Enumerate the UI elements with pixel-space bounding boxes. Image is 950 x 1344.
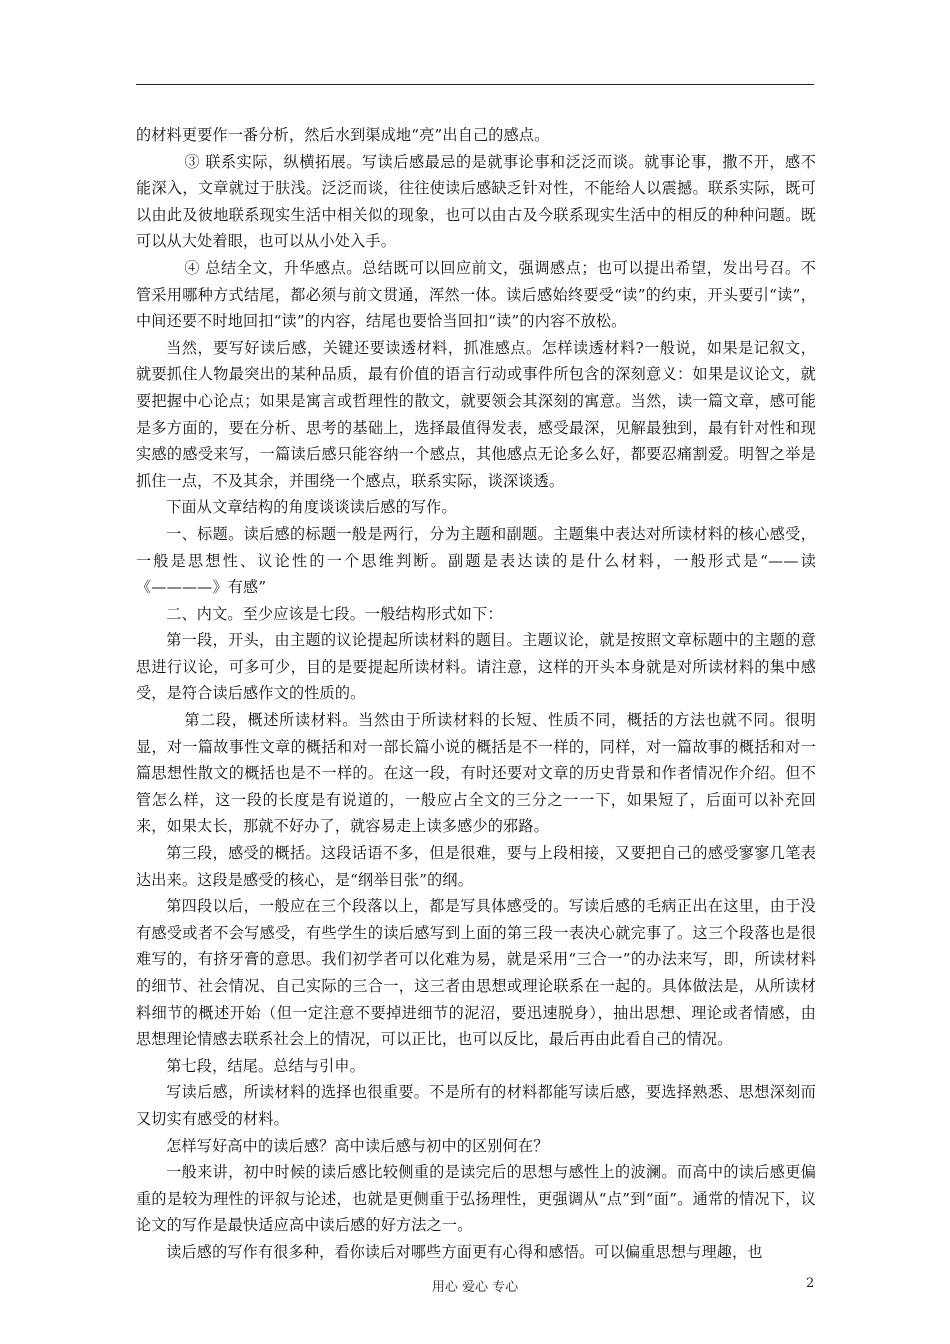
header-rule	[136, 84, 814, 85]
paragraph: 一般来讲，初中时候的读后感比较侧重的是读完后的思想与感性上的波澜。而高中的读后感更偏重的是较为理性的评叙与论述，也就是更侧重于弘扬理性，更强调从“点”到“面”。通常的情况下，议论文的写作是最快适应高中读后感的好方法之一。	[136, 1163, 816, 1235]
paragraph: 当然，要写好读后感，关键还要读透材料，抓准感点。怎样读透材料?一般说，如果是记叙文，就要抓住人物最突出的某种品质，最有价值的语言行动或事件所包含的深刻意义：如果是议论文，就要把握中心论点；如果是寓言或哲理性的散文，就要领会其深刻的寓意。当然，读一篇文章，感可能是多方面的，要在分析、思考的基础上，选择最值得发表，感受最深，见解最独到，最有针对性和现实感的感受来写，一篇读后感只能容纳一个感点，其他感点无论多么好，都要忍痛割爱。明智之举是抓住一点，不及其余，并围绕一个感点，联系实际，谈深谈透。	[136, 338, 816, 490]
paragraph: 第一段，开头，由主题的议论提起所读材料的题目。主题议论，就是按照文章标题中的主题的意思进行议论，可多可少，目的是要提起所读材料。请注意，这样的开头本身就是对所读材料的集中感受，是符合读后感作文的性质的。	[136, 631, 816, 703]
paragraph: 一、标题。读后感的标题一般是两行，分为主题和副题。主题集中表达对所读材料的核心感受，一般是思想性、议论性的一个思维判断。副题是表达读的是什么材料，一般形式是“——读《————》有感”	[136, 524, 816, 597]
footer-motto: 用心 爱心 专心	[431, 1280, 519, 1295]
paragraph: 第二段，概述所读材料。当然由于所读材料的长短、性质不同，概括的方法也就不同。很明显，对一篇故事性文章的概括和对一部长篇小说的概括是不一样的，同样，对一篇故事的概括和对一篇思想性散文的概括也是不一样的。在这一段，有时还要对文章的历史背景和作者情况作介绍。但不管怎么样，这一段的长度是有说道的，一般应占全文的三分之一一下，如果短了，后面可以补充回来，如果太长，那就不好办了，就容易走上读多感少的邪路。	[136, 711, 816, 836]
paragraph: 第三段，感受的概括。这段话语不多，但是很难，要与上段相接，又要把自己的感受寥寥几笔表达出来。这段是感受的核心，是“纲举目张”的纲。	[136, 844, 816, 889]
paragraph: 二、内文。至少应该是七段。一般结构形式如下：	[166, 604, 503, 623]
page-number: 2	[806, 1276, 815, 1291]
paragraph: 怎样写好高中的读后感？高中读后感与初中的区别何在？	[166, 1136, 549, 1155]
paragraph: 写读后感，所读材料的选择也很重要。不是所有的材料都能写读后感，要选择熟悉、思想深刻而又切实有感受的材料。	[136, 1083, 816, 1128]
paragraph: ④ 总结全文，升华感点。总结既可以回应前文，强调感点；也可以提出希望，发出号召。不管采用哪种方式结尾，都必须与前文贯通，浑然一体。读后感始终要受“读”的约束，开头要引“读”，中间还要不时地回扣“读”的内容，结尾也要恰当回扣“读”的内容不放松。	[136, 258, 816, 331]
paragraph: 第七段，结尾。总结与引申。	[166, 1056, 366, 1075]
paragraph: 的材料更要作一番分析，然后水到渠成地“亮”出自己的感点。	[136, 126, 550, 144]
paragraph: ③ 联系实际，纵横拓展。写读后感最忌的是就事论事和泛泛而谈。就事论事，撒不开，感不能深入，文章就过于肤浅。泛泛而谈，往往使读后感缺乏针对性，不能给人以震撼。联系实际，既可以由此及彼地联系现实生活中相关似的现象，也可以由古及今联系现实生活中的相反的种种问题。既可以从大处着眼，也可以从小处入手。	[136, 152, 816, 251]
paragraph: 下面从文章结构的角度谈谈读后感的写作。	[166, 498, 457, 517]
paragraph: 读后感的写作有很多种，看你读后对哪些方面更有心得和感悟。可以偏重思想与理趣，也	[166, 1242, 763, 1261]
paragraph: 第四段以后，一般应在三个段落以上，都是写具体感受的。写读后感的毛病正出在这里，由于没有感受或者不会写感受，有些学生的读后感写到上面的第三段一表决心就完事了。这三个段落也是很难写的，有挤牙膏的意思。我们初学者可以化难为易，就是采用“三合一”的办法来写，即，所读材料的细节、社会情况、自己实际的三合一，这三者由思想或理论联系在一起的。具体做法是，从所读材料细节的概述开始（但一定注意不要掉进细节的泥沼，要迅速脱身），抽出思想、理论或者情感，由思想理论情感去联系社会上的情况，可以正比，也可以反比，最后再由此看自己的情况。	[136, 897, 816, 1049]
body-text	[136, 122, 816, 1266]
